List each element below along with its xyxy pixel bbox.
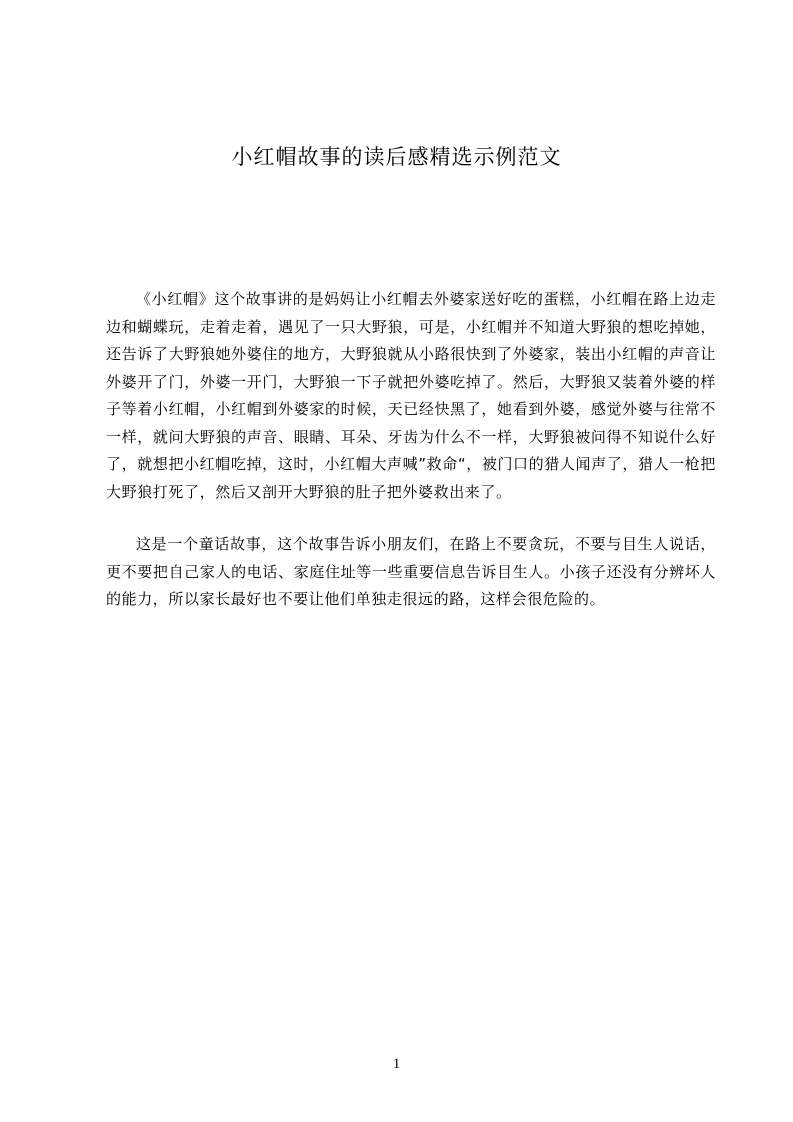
paragraph-story-summary: 《小红帽》这个故事讲的是妈妈让小红帽去外婆家送好吃的蛋糕，小红帽在路上边走边和蝴蝶玩，走着走着，遇见了一只大野狼，可是，小红帽并不知道大野狼的想吃掉她，还告诉了大野狼她外婆住的地方，大野狼就从小路很快到了外婆家，装出小红帽的声音让外婆开了门，外婆一开门，大野狼一下子就把外婆吃掉了。然后，大野狼又装着外婆的样子等着小红帽，小红帽到外婆家的时候，天已经快黑了，她看到外婆，感觉外婆与往常不一样，就问大野狼的声音、眼睛、耳朵、牙齿为什么不一样，大野狼被问得不知说什么好了，就想把小红帽吃掉，这时，小红帽大声喊”救命“，被门口的猎人闻声了，猎人一枪把大野狼打死了，然后又剖开大野狼的肚子把外婆救出来了。 xyxy=(106,290,716,501)
document-body xyxy=(106,286,716,614)
paragraph-lesson: 这是一个童话故事，这个故事告诉小朋友们，在路上不要贪玩，不要与目生人说话，更不要把自己家人的电话、家庭住址等一些重要信息告诉目生人。小孩子还没有分辨坏人的能力，所以家长最好也不要让他们单独走很远的路，这样会很危险的。 xyxy=(106,535,716,608)
page-number: 1 xyxy=(392,1056,401,1072)
document-title: 小红帽故事的读后感精选示例范文 xyxy=(231,145,562,169)
